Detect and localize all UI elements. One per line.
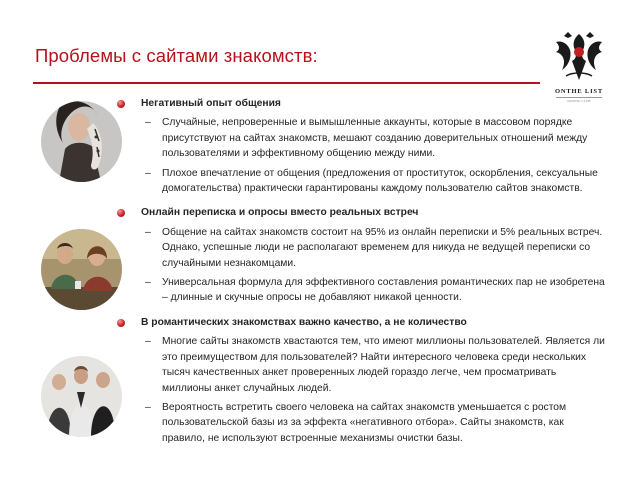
list-item: – Вероятность встретить своего человека на сайтах знакомств уменьшается с ростом пользовательской базы из за эффекта «негативного отбора». Сайты знакомств, как правило, не используют встроенные механизмы очистки базы. xyxy=(145,401,567,444)
section-heading: В романтических знакомствах важно качество, а не количество xyxy=(141,316,467,328)
section-online-vs-real xyxy=(108,205,608,305)
red-bullet-icon xyxy=(117,319,125,327)
crest-icon xyxy=(548,28,610,86)
slide-title: Проблемы с сайтами знакомств: xyxy=(35,45,318,66)
brand-name: ONTHE LIST xyxy=(555,88,603,95)
list-item: – Плохое впечатление от общения (предложения от проституток, оскорбления, сексуальные домогательства) практически гарантированы каждому пользователю сайтов знакомств. xyxy=(145,167,598,195)
section-heading: Негативный опыт общения xyxy=(141,98,281,109)
slide-content xyxy=(108,96,608,450)
list-item: – Многие сайты знакомств хвастаются тем, что имеют миллионы пользователей. Является ли это преимуществом для пользователей? Найти интересного человека среди нескольких тысяч качественных анкет проверенных людей гораздо легче, чем просматривать миллионы анкет случайных людей. xyxy=(145,336,605,394)
section-heading: Онлайн переписка и опросы вместо реальных встреч xyxy=(141,207,419,219)
list-item: – Общение на сайтах знакомств состоит на 95% из онлайн переписки и 5% реальных встреч. Однако, успешные люди не располагают временем для никуда не ведущей переписки со случайными незнакомцами. xyxy=(145,226,603,269)
title-divider xyxy=(33,82,540,84)
red-bullet-icon xyxy=(117,100,125,108)
list-item-text: Вероятность встретить своего человека на сайтах знакомств уменьшается с ростом пользовательской базы из за эффекта «негативного отбора». Сайты знакомств, как правило, не используют встроенные механизмы очистки базы. xyxy=(162,401,567,444)
list-item-text: Общение на сайтах знакомств состоит на 95% из онлайн переписки и 5% реальных встреч. Однако, успешные люди не располагают временем для никуда не ведущей переписки со случайными незнакомцами. xyxy=(162,226,603,269)
list-item: – Случайные, непроверенные и вымышленные аккаунты, которые в массовом порядке присутствуют на сайтах знакомств, мешают созданию доверительных отношений между пользователями и эффективному общению между ними. xyxy=(145,117,588,160)
red-bullet-icon xyxy=(117,209,125,217)
list-item-text: Случайные, непроверенные и вымышленные аккаунты, которые в массовом порядке присутствуют на сайтах знакомств, мешают созданию доверительных отношений между пользователями и эффективному общению между ними. xyxy=(162,117,588,160)
brand-tagline: DATING CLUB xyxy=(556,97,602,103)
list-item: – Универсальная формула для эффективного составления романтических пар не изобретена – длинные и скучные опросы не добавляют никакой ценности. xyxy=(145,277,605,304)
section-quality-not-quantity xyxy=(108,315,608,446)
section-negative-experience xyxy=(108,96,608,196)
list-item-text: Плохое впечатление от общения (предложения от проституток, оскорбления, сексуальные домогательства) практически гарантированы каждому пользователю сайтов знакомств. xyxy=(162,167,598,195)
list-item-text: Универсальная формула для эффективного составления романтических пар не изобретена – длинные и скучные опросы не добавляют никакой ценности. xyxy=(162,277,605,304)
list-item-text: Многие сайты знакомств хвастаются тем, что имеют миллионы пользователей. Является ли это преимуществом для пользователей? Найти интересного человека среди нескольких тысяч качественных анкет проверенных людей гораздо легче, чем просматривать миллионы анкет случайных людей. xyxy=(162,336,605,394)
